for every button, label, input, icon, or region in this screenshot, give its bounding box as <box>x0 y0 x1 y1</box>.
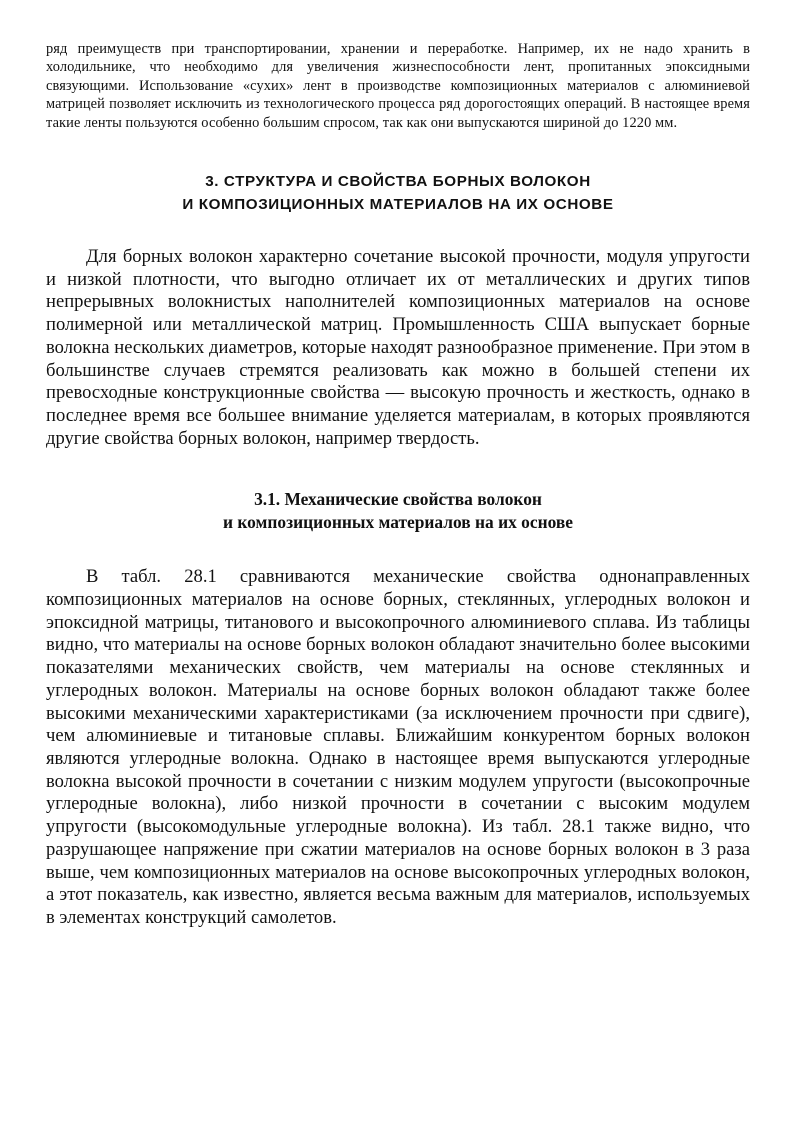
subsection-paragraph: В табл. 28.1 сравниваются механические свойства однонаправленных композиционных материалов на основе борных, стеклянных, углеродных волокон и эпоксидной матрицы, титанового и высокопрочного алюминиевого сплава. Из таблицы видно, что материалы на основе борных волокон обладают значительно более высокими показателями механических свойств, чем материалы на основе стеклянных и углеродных волокон. Материалы на основе борных волокон обладают также более высокими механическими характеристиками (за исключением прочности при сдвиге), чем алюминиевые и титановые сплавы. Ближайшим конкурентом борных волокон являются углеродные волокна. Однако в настоящее время выпускаются углеродные волокна высокой прочности в сочетании с низким модулем упругости (высокопрочные углеродные волокна), либо низкой прочности в сочетании с высоким модулем упругости (высокомодульные углеродные волокна). Из табл. 28.1 также видно, что разрушающее напряжение при сжатии материалов на основе борных волокон в 3 раза выше, чем композиционных материалов на основе высокопрочных углеродных волокон, а этот показатель, как известно, является весьма важным для материалов, используемых в элементах конструкций самолетов. <box>46 566 750 928</box>
intro-paragraph: ряд преимуществ при транспортировании, хранении и переработке. Например, их не надо хранить в холодильнике, что необходимо для увеличения жизнеспособности лент, пропитанных эпоксидными связующими. Использование «сухих» лент в производстве композиционных материалов с алюминиевой матрицей позволяет исключить из технологического процесса ряд дорогостоящих операций. В настоящее время такие ленты пользуются особенно большим спросом, так как они выпускаются шириной до 1220 мм. <box>46 41 750 131</box>
section-heading-line2: И КОМПОЗИЦИОННЫХ МАТЕРИАЛОВ НА ИХ ОСНОВЕ <box>182 196 614 214</box>
section-heading <box>46 170 750 216</box>
section-paragraph: Для борных волокон характерно сочетание высокой прочности, модуля упругости и низкой плотности, что выгодно отличает их от металлических и других типов непрерывных волокнистых наполнителей композиционных материалов на основе полимерной или металлической матриц. Промышленность США выпускает борные волокна нескольких диаметров, которые находят разнообразное применение. При этом в большинстве случаев стремятся реализовать как можно в большей степени их превосходные конструкционные свойства — высокую прочность и жесткость, однако в последнее время все большее внимание уделяется материалам, в которых проявляются другие свойства борных волокон, например твердость. <box>46 246 750 449</box>
document-page <box>46 40 750 930</box>
section-heading-line1: 3. СТРУКТУРА И СВОЙСТВА БОРНЫХ ВОЛОКОН <box>205 173 591 191</box>
subsection-heading-line1: 3.1. Механические свойства волокон <box>254 489 542 510</box>
subsection-heading-line2: и композиционных материалов на их основе <box>223 512 573 533</box>
subsection-heading <box>46 488 750 534</box>
